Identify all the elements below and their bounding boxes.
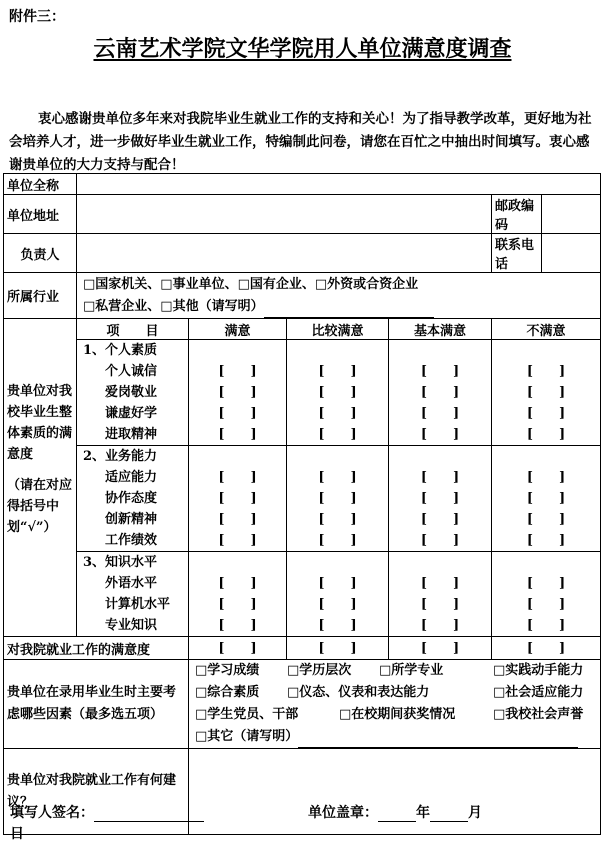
checkbox-bracket[interactable]: [ ] [318,512,357,527]
checkbox-bracket[interactable]: [ ] [420,470,460,485]
factor-option[interactable]: □我校社会声誉 [493,707,584,722]
list-item: 谦虚好学 [105,406,158,421]
survey-table [3,173,601,835]
factor-option[interactable]: □学习成绩 [195,663,260,678]
item-header: 项 目 [77,319,189,340]
checkbox-bracket[interactable]: [ ] [526,512,566,527]
unit-name-field[interactable] [77,174,601,195]
industry-options-line2[interactable]: □私营企业、□其他（请写明） [83,296,597,318]
checkbox-bracket[interactable]: [ ] [526,364,566,379]
unit-address-label: 单位地址 [4,195,77,234]
level-header-dissatisfied: 不满意 [492,319,601,340]
list-item: 专业知识 [105,618,158,633]
factor-option[interactable]: □学生党员、干部 [195,707,299,722]
checkbox-bracket[interactable]: [ ] [526,576,566,591]
checkbox-bracket[interactable]: [ ] [420,427,460,442]
employment-dissatisfied[interactable] [492,637,601,660]
checkbox-bracket[interactable]: [ ] [318,597,357,612]
signer-field[interactable]: 填写人签名： [10,802,204,822]
col-satisfied[interactable] [189,446,287,552]
phone-label: 联系电话 [492,234,542,273]
industry-options[interactable] [77,273,601,319]
col-fairly-satisfied[interactable] [287,446,389,552]
unit-name-label: 单位全称 [4,174,77,195]
factor-option[interactable]: □在校期间获奖情况 [339,707,456,722]
checkbox-bracket[interactable]: [ ] [420,406,460,421]
intro-paragraph: 衷心感谢贵单位多年来对我院毕业生就业工作的支持和关心！为了指导教学改革，更好地为社会培养人才，进一步做好毕业生就业工作，特编制此问卷，请您在百忙之中抽出时间填写。衷心感谢贵单位的大力支持与配合！ [9,111,592,173]
checkbox-bracket[interactable]: [ ] [318,385,357,400]
list-item: 外语水平 [105,576,158,591]
list-item: 个人诚信 [105,364,158,379]
level-header-satisfied: 满意 [189,319,287,340]
col-dissatisfied[interactable] [492,552,601,637]
checkbox-bracket[interactable]: [ ] [526,470,566,485]
list-item: 计算机水平 [105,597,171,612]
quality-note: （请在对应得括号中划“√”） [7,478,73,535]
checkbox-bracket[interactable]: [ ] [420,385,460,400]
checkbox-bracket[interactable]: [ ] [318,533,357,548]
checkbox-bracket[interactable]: [ ] [420,512,460,527]
checkbox-bracket[interactable]: [ ] [420,597,460,612]
checkbox-bracket[interactable]: [ ] [218,491,257,506]
postcode-label: 邮政编码 [492,195,542,234]
col-satisfied[interactable] [189,340,287,446]
checkbox-bracket[interactable]: [ ] [218,427,257,442]
checkbox-bracket[interactable]: [ ] [526,640,566,656]
factor-option[interactable]: □实践动手能力 [493,663,584,678]
checkbox-bracket[interactable]: [ ] [318,470,357,485]
checkbox-bracket[interactable]: [ ] [526,597,566,612]
col-basically-satisfied[interactable] [389,446,492,552]
checkbox-bracket[interactable]: [ ] [318,406,357,421]
checkbox-bracket[interactable]: [ ] [218,470,257,485]
employment-fairly-satisfied[interactable] [287,637,389,660]
quality-label: 贵单位对我校毕业生整体素质的满意度 [7,384,73,462]
list-item: 工作绩效 [105,533,158,548]
col-dissatisfied[interactable] [492,340,601,446]
checkbox-bracket[interactable]: [ ] [218,364,257,379]
page-title-text: 云南艺术学院文华学院用人单位满意度调查 [93,36,512,62]
checkbox-bracket[interactable]: [ ] [526,427,566,442]
checkbox-bracket[interactable]: [ ] [420,618,460,633]
person-in-charge-label: 负责人 [4,234,77,273]
checkbox-bracket[interactable]: [ ] [218,597,257,612]
factor-option[interactable]: □社会适应能力 [493,685,584,700]
checkbox-bracket[interactable]: [ ] [526,406,566,421]
person-in-charge-field[interactable] [77,234,492,273]
checkbox-bracket[interactable]: [ ] [318,364,357,379]
employment-basically-satisfied[interactable] [389,637,492,660]
employment-work-label: 对我院就业工作的满意度 [4,637,189,660]
col-basically-satisfied[interactable] [389,552,492,637]
attachment-label: 附件三： [9,9,65,25]
col-satisfied[interactable] [189,552,287,637]
factors-label: 贵单位在录用毕业生时主要考虑哪些因素（最多选五项） [4,660,189,749]
checkbox-bracket[interactable]: [ ] [218,640,257,656]
factor-option[interactable]: □仪态、仪表和表达能力 [287,685,430,700]
checkbox-bracket[interactable]: [ ] [420,576,460,591]
factor-option[interactable]: □学历层次 [287,663,352,678]
checkbox-bracket[interactable]: [ ] [526,385,566,400]
checkbox-bracket[interactable]: [ ] [420,364,460,379]
col-fairly-satisfied[interactable] [287,340,389,446]
factor-option[interactable]: □所学专业 [379,663,444,678]
checkbox-bracket[interactable]: [ ] [318,618,357,633]
page-title [0,32,605,63]
checkbox-bracket[interactable]: [ ] [420,491,460,506]
checkbox-bracket[interactable]: [ ] [420,533,460,548]
factor-option[interactable]: □综合素质 [195,685,260,700]
checkbox-bracket[interactable]: [ ] [218,576,257,591]
checkbox-bracket[interactable]: [ ] [218,406,257,421]
list-item: 创新精神 [105,512,158,527]
unit-address-field[interactable] [77,195,492,234]
checkbox-bracket[interactable]: [ ] [218,512,257,527]
seal-date-field[interactable]: 单位盖章： 年 月 [308,805,482,821]
industry-options-line1[interactable]: □国家机关、□事业单位、□国有企业、□外资或合资企业 [83,276,419,292]
checkbox-bracket[interactable]: [ ] [318,576,357,591]
checkbox-bracket[interactable]: [ ] [218,385,257,400]
list-item: 适应能力 [105,470,158,485]
group-title: 2、业务能力 [83,449,158,464]
list-item: 进取精神 [105,427,158,442]
checkbox-bracket[interactable]: [ ] [318,427,357,442]
group-title: 1、个人素质 [83,343,158,358]
col-dissatisfied[interactable] [492,446,601,552]
day-label: 日 [10,826,24,842]
level-header-fairly-satisfied: 比较满意 [287,319,389,340]
col-fairly-satisfied[interactable] [287,552,389,637]
factors-options[interactable] [189,660,601,749]
phone-field[interactable] [542,234,601,273]
checkbox-bracket[interactable]: [ ] [420,640,460,656]
factor-option-other[interactable]: □其它（请写明） [195,726,578,748]
checkbox-bracket[interactable]: [ ] [318,491,357,506]
suggestion-label: 贵单位对我院就业工作有何建议？ [4,749,189,835]
list-item: 协作态度 [105,491,158,506]
level-header-basically-satisfied: 基本满意 [389,319,492,340]
group-personal-quality [77,340,189,446]
checkbox-bracket[interactable]: [ ] [218,533,257,548]
col-basically-satisfied[interactable] [389,340,492,446]
group-knowledge-level [77,552,189,637]
postcode-field[interactable] [542,195,601,234]
checkbox-bracket[interactable]: [ ] [526,618,566,633]
checkbox-bracket[interactable]: [ ] [318,640,357,656]
list-item: 爱岗敬业 [105,385,158,400]
group-title: 3、知识水平 [83,555,158,570]
industry-label: 所属行业 [4,273,77,319]
checkbox-bracket[interactable]: [ ] [218,618,257,633]
quality-satisfaction-label [4,319,77,637]
group-business-ability [77,446,189,552]
employment-satisfied[interactable] [189,637,287,660]
checkbox-bracket[interactable]: [ ] [526,533,566,548]
checkbox-bracket[interactable]: [ ] [526,491,566,506]
